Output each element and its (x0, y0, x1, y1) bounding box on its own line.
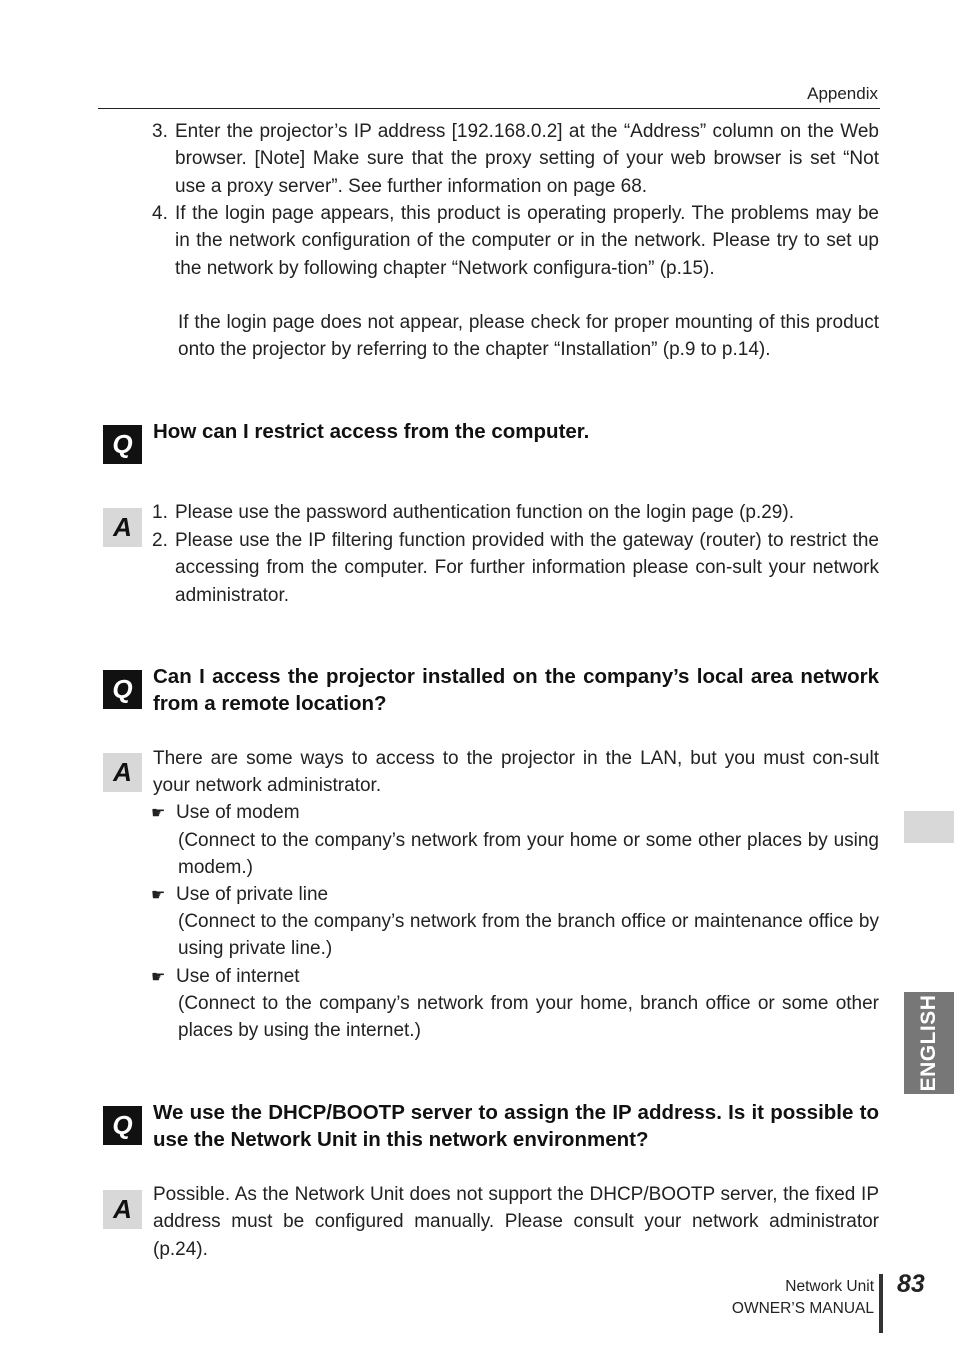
answer-2-intro: There are some ways to access to the projector in the LAN, but you must con-sult your network administrator. (153, 748, 879, 797)
pointing-hand-icon: ☛ (151, 887, 166, 904)
item-number: 3. (152, 121, 168, 142)
question-marker: Q (103, 425, 142, 464)
list-item (152, 200, 879, 282)
answer-marker: A (103, 1190, 142, 1229)
footer-divider (879, 1274, 883, 1333)
item-number: 4. (152, 203, 168, 224)
intro-note: If the login page does not appear, please check for proper mounting of this product onto the projector by referring to the chapter “Installation” (p.9 to p.14). (178, 312, 879, 361)
question-marker: Q (103, 670, 142, 709)
pointing-hand-icon: ☛ (151, 969, 166, 986)
option-title: Use of internet (176, 966, 300, 987)
item-text: If the login page appears, this product is operating properly. The problems may be in the network configuration of the computer or in the network. Please try to set up the network by following chapter “Network configura-tion” (p.15). (175, 203, 879, 279)
language-tab (904, 992, 954, 1094)
item-number: 2. (152, 530, 168, 551)
section-tab (904, 811, 954, 843)
item-text: Please use the password authentication function on the login page (p.29). (175, 502, 794, 523)
option-item (151, 881, 328, 909)
answer-marker: A (103, 508, 142, 547)
item-text: Please use the IP filtering function provided with the gateway (router) to restrict the accessing from the computer. For further information please con-sult your network administrator. (175, 530, 879, 606)
list-item (152, 118, 879, 200)
question-1: How can I restrict access from the computer. (153, 420, 590, 443)
option-detail: (Connect to the company’s network from the branch office or maintenance office by using private line.) (178, 911, 879, 960)
question-2: Can I access the projector installed on the company’s local area network from a remote location? (153, 665, 879, 716)
list-item (152, 527, 879, 609)
answer-3: Possible. As the Network Unit does not support the DHCP/BOOTP server, the fixed IP address must be configured manually. Please consult your network administrator (p.24). (153, 1184, 879, 1260)
question-marker: Q (103, 1106, 142, 1145)
page-number: 83 (897, 1270, 925, 1298)
language-tab-label: ENGLISH (917, 994, 940, 1092)
item-number: 1. (152, 502, 168, 523)
option-item (151, 799, 300, 827)
option-detail: (Connect to the company’s network from your home, branch office or some other places by using the internet.) (178, 993, 879, 1042)
section-header: Appendix (807, 84, 878, 103)
list-item (152, 499, 879, 526)
option-detail: (Connect to the company’s network from your home or some other places by using modem.) (178, 830, 879, 879)
pointing-hand-icon: ☛ (151, 805, 166, 822)
option-title: Use of private line (176, 884, 329, 905)
option-title: Use of modem (176, 802, 300, 823)
question-3: We use the DHCP/BOOTP server to assign the IP address. Is it possible to use the Network Unit in this network environment? (153, 1101, 879, 1152)
footer-manual: OWNER’S MANUAL (731, 1300, 874, 1317)
item-text: Enter the projector’s IP address [192.168.0.2] at the “Address” column on the Web browser. [Note] Make sure that the proxy setting of your web browser is set “Not use a proxy server”. See further information on page 68. (175, 121, 879, 197)
answer-marker: A (103, 753, 142, 792)
option-item (151, 963, 300, 991)
footer-product: Network Unit (785, 1278, 874, 1295)
header-rule (98, 108, 880, 109)
